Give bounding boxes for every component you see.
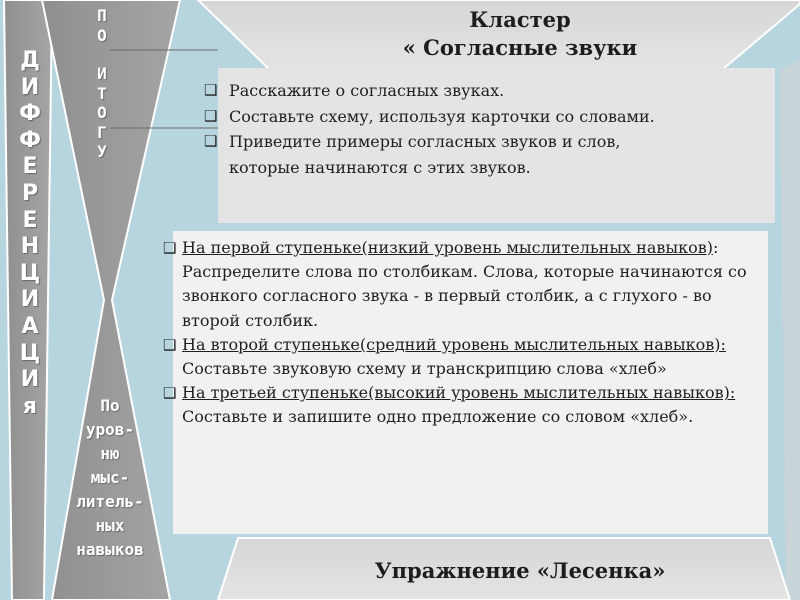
vertical-letter: И (20, 287, 40, 313)
po-urovnyu-line: навыков (76, 540, 144, 559)
po-itogu-letter: О (97, 103, 107, 122)
level-heading: На второй ступеньке(средний уровень мыслительных навыков): (182, 334, 726, 354)
task-text-line-1: Приведите примеры согласных звуков и слов, (229, 132, 621, 151)
vertical-letter: И (20, 74, 40, 100)
po-urovnyu-line: ню (100, 444, 120, 463)
level-item (163, 236, 768, 333)
po-urovnyu-line: мыс- (90, 468, 130, 487)
vertical-letter: Ц (19, 260, 41, 286)
task-item (204, 78, 775, 104)
level-body: : Распределите слова по столбикам. Слова, которые начинаются со звонкого согласного звука - в первый столбик, а с глухого - во второй столбик. (182, 238, 747, 330)
checkbox-bullet-icon: ❑ (204, 106, 218, 125)
task-text-line-2: которые начинаются с этих звуков. (229, 157, 531, 177)
slide-title (350, 6, 690, 62)
vertical-letter: А (21, 313, 39, 339)
level-body: Составьте и запишите одно предложение со словом «хлеб». (182, 407, 694, 427)
vertical-letter: Д (20, 48, 40, 73)
level-heading: На первой ступеньке(низкий уровень мыслительных навыков) (182, 238, 713, 257)
levels-list (163, 231, 768, 430)
checkbox-bullet-icon: ❑ (204, 81, 218, 99)
po-urovnyu-line: литель- (76, 492, 144, 511)
vertical-letter: Е (22, 154, 38, 180)
po-itogu-letter: Т (97, 83, 107, 103)
vertical-letter: Ф (19, 127, 41, 153)
po-urovnyu-line: По (100, 396, 120, 415)
vertical-letter: я (22, 393, 38, 419)
po-itogu-letter: И (97, 64, 107, 83)
po-itogu-label (82, 6, 122, 162)
level-body: Составьте звуковую схему и транскрипцию слова «хлеб» (182, 359, 667, 379)
task-text: Расскажите о согласных звуках. (229, 81, 505, 100)
vertical-letter: Ц (19, 340, 41, 366)
po-itogu-letter: П (97, 6, 107, 25)
po-urovnyu-line: ных (95, 516, 125, 535)
po-itogu-letter: О (97, 25, 107, 45)
vertical-letter: Ф (19, 101, 41, 127)
levels-box (163, 231, 768, 534)
po-itogu-letter: У (97, 142, 107, 161)
level-item (163, 333, 768, 381)
task-item (204, 104, 775, 130)
task-item (204, 129, 775, 180)
exercise-title: Упражнение «Лесенка» (374, 558, 666, 583)
vertical-word-differentiation (10, 48, 50, 420)
title-line-2: « Согласные звуки (402, 35, 638, 60)
vertical-letter: Н (20, 234, 40, 260)
po-urovnyu-line: уров- (85, 420, 135, 439)
title-line-1: Кластер (469, 7, 571, 32)
checkbox-bullet-icon: ❑ (163, 335, 177, 354)
right-band (780, 60, 800, 600)
level-heading: На третьей ступеньке(высокий уровень мыслительных навыков): (182, 383, 736, 403)
level-item (163, 381, 768, 429)
vertical-letter: Р (21, 180, 39, 206)
tasks-box (204, 68, 775, 223)
checkbox-bullet-icon: ❑ (163, 384, 177, 403)
vertical-letter: И (20, 367, 40, 393)
checkbox-bullet-icon: ❑ (204, 132, 218, 150)
vertical-letter: Е (22, 207, 38, 233)
checkbox-bullet-icon: ❑ (163, 239, 177, 257)
tasks-list (204, 68, 775, 180)
po-urovnyu-label (50, 394, 170, 562)
po-itogu-letter: Г (97, 122, 107, 142)
task-text: Составьте схему, используя карточки со словами. (229, 106, 655, 126)
